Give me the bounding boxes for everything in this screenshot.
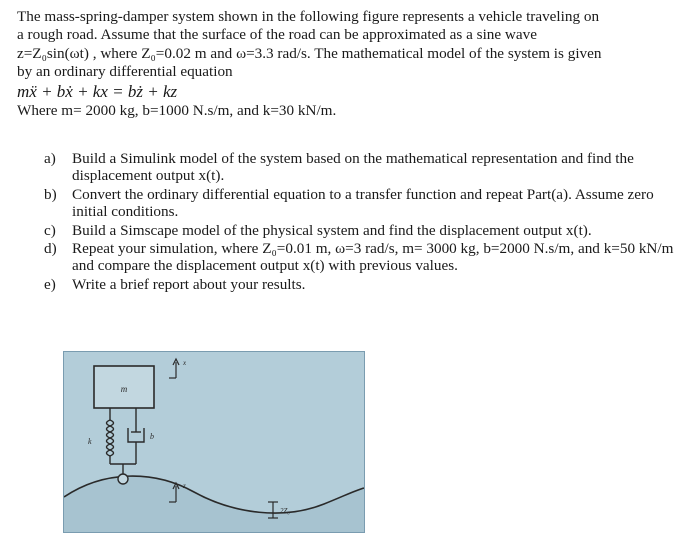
- intro-line: a rough road. Assume that the surface of the road can be approximated as a sine wave: [17, 26, 537, 44]
- question-label: a): [44, 150, 56, 167]
- question-text: Write a brief report about your results.: [72, 275, 306, 293]
- question-item: [44, 222, 690, 239]
- question-text: Repeat your simulation, where Z₀=0.01 m, ω=3 rad/s, m= 3000 kg, b=2000 N.s/m, and k=50 kN/m and compare the displacement output x(t) with previous values.: [72, 240, 674, 275]
- differential-equation: mẍ + bẋ + kx = bż + kz: [17, 81, 178, 101]
- question-text: Convert the ordinary differential equation to a transfer function and repeat Part(a). Assume zero initial conditions.: [72, 185, 654, 221]
- x-label: x: [183, 359, 187, 367]
- mass-label: m: [120, 384, 128, 394]
- damper-label: b: [150, 432, 154, 441]
- spring-label: k: [88, 437, 92, 446]
- question-label: e): [44, 275, 56, 293]
- intro-line: z=Z₀sin(ωt) , where Z₀=0.02 m and ω=3.3 rad/s. The mathematical model of the system is given: [17, 44, 602, 62]
- question-label: c): [44, 221, 56, 239]
- question-item: [44, 276, 690, 293]
- question-item: [44, 186, 690, 221]
- mass-spring-damper-figure: [63, 351, 365, 533]
- problem-statement: [17, 8, 689, 120]
- wheel: [118, 474, 128, 484]
- question-label: b): [44, 185, 57, 203]
- question-list: [44, 150, 690, 294]
- question-text: Build a Simscape model of the physical system and find the displacement output x(t).: [72, 221, 592, 239]
- question-label: d): [44, 240, 57, 258]
- question-item: [44, 150, 690, 185]
- question-text: Build a Simulink model of the system based on the mathematical representation and find the displacement output x(t).: [72, 150, 634, 185]
- question-item: [44, 240, 690, 275]
- parameter-line: Where m= 2000 kg, b=1000 N.s/m, and k=30 kN/m.: [17, 101, 337, 119]
- intro-line: by an ordinary differential equation: [17, 63, 233, 81]
- z-label: z: [183, 482, 186, 490]
- amplitude-label: 2Z₀: [280, 507, 290, 515]
- intro-line: The mass-spring-damper system shown in the following figure represents a vehicle traveling on: [17, 8, 600, 25]
